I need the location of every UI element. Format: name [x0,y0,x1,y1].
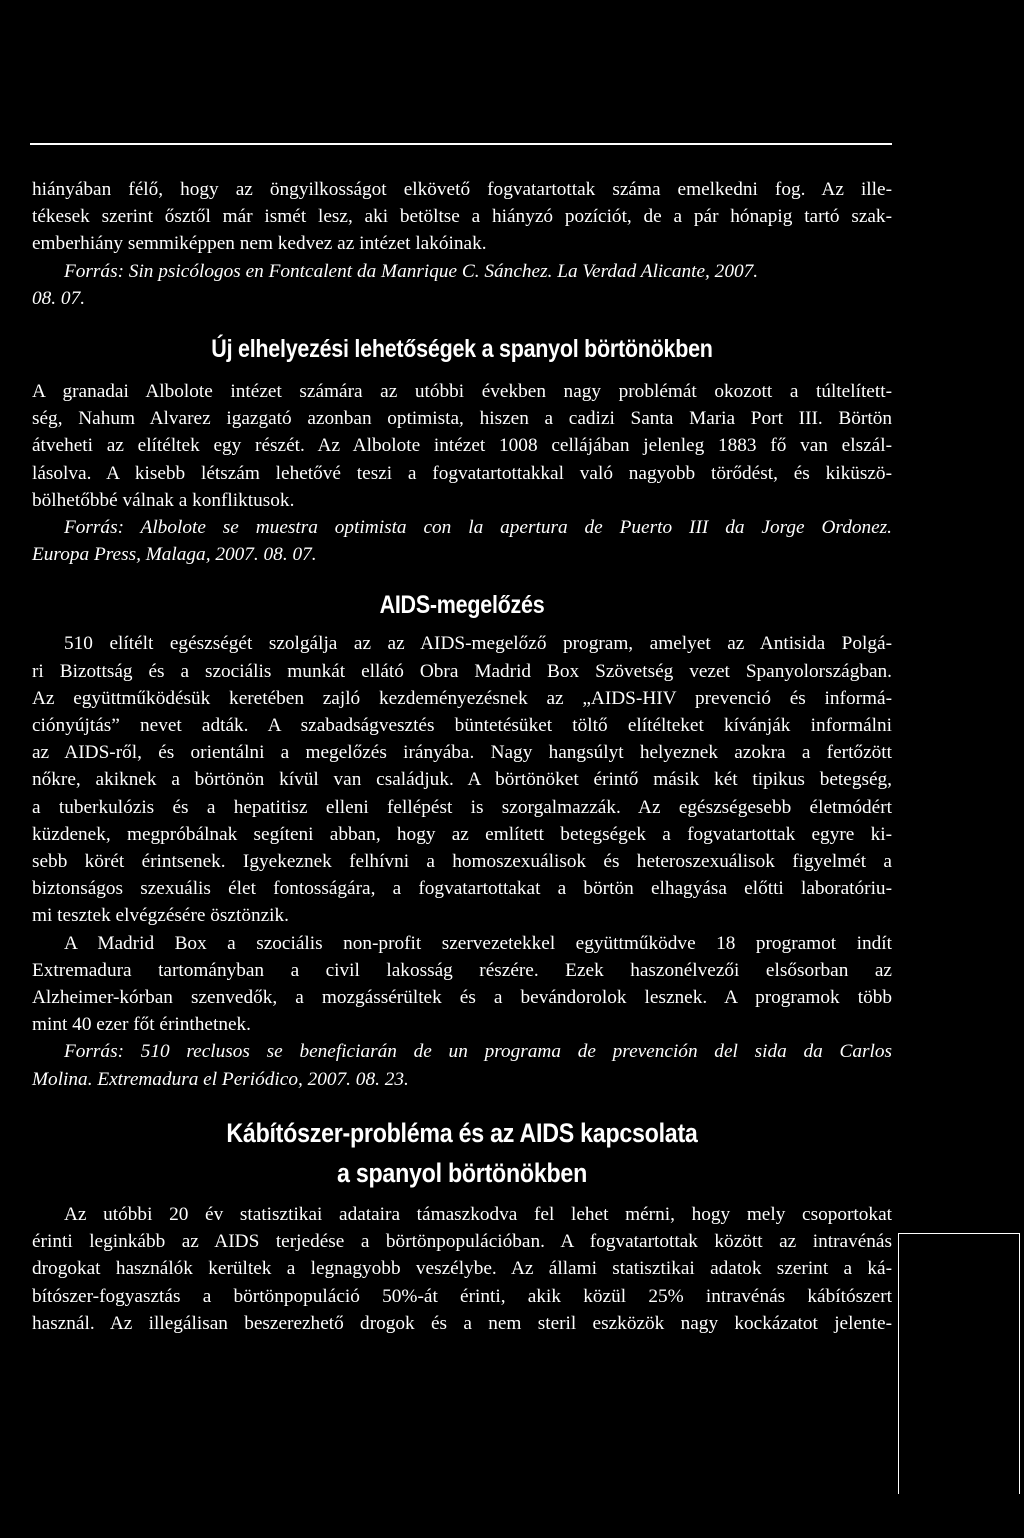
source-line: Molina. Extremadura el Periódico, 2007. 08. 23. [32,1068,409,1090]
text-line: a tuberkulózis és a hepatitisz elleni fellépést is szorgalmazzák. Az egészségesebb életmódért [32,796,892,818]
text-line: biztonságos szexuális élet fontosságára, a fogvatartottakat a börtön elhagyása előtti laboratóriu- [32,878,892,900]
intro-source [32,258,892,312]
page-content [32,176,892,1337]
top-rule [30,143,892,145]
section-heading-aids-prevention: AIDS-megelőzés [379,591,545,620]
text-line: mint 40 ezer főt érinthetnek. [32,1014,251,1036]
text-line: A granadai Albolote intézet számára az utóbbi években nagy problémát okozott a túltelített- [32,381,892,403]
text-line: küzdenek, megpróbálnak segíteni abban, hogy az említett betegségek a fogvatartottak egyre ki- [32,823,892,845]
section-heading-drug-aids [92,1113,832,1193]
source-line: Europa Press, Malaga, 2007. 08. 07. [32,544,317,566]
text-line: az AIDS-ről, és orientálni a megelőzés irányába. Nagy hangsúlyt helyeznek azokra a fertőzött [32,742,892,764]
section1-source [32,514,892,568]
heading-line: Kábítószer-probléma és az AIDS kapcsolata [226,1117,698,1148]
text-line: használ. Az illegálisan beszerezhető drogok és a nem steril eszközök nagy kockázatot jelente- [32,1312,892,1334]
text-line: átveheti az elítéltek egy részét. Az Albolote intézet 1008 cellájában jelenleg 1883 fő van elszál- [32,435,892,457]
text-line: bölhetőbbé válnak a konfliktusok. [32,489,295,511]
text-line: Alzheimer-kórban szenvedők, a mozgássérültek és a bevándorolok lesznek. A programok több [32,987,892,1009]
text-line: ciónyújtás” nevet adták. A szabadságvesztés büntetésüket töltő elítélteket kívánják informálni [32,715,892,737]
section3-paragraph [32,1201,892,1337]
text-line: 510 elítélt egészségét szolgálja az az AIDS-megelőző program, amelyet az Antisida Polgá- [64,633,892,655]
intro-paragraph [32,176,892,258]
section1-paragraph [32,378,892,514]
text-line: hiányában félő, hogy az öngyilkosságot elkövető fogvatartottak száma emelkedni fog. Az ille- [32,179,892,200]
text-line: lásolva. A kisebb létszám lehetővé teszi a fogvatartottakkal való nagyobb törődést, és kiküszö- [32,462,892,484]
text-line: emberhiány semmiképpen nem kedvez az intézet lakóinak. [32,233,487,255]
section2-paragraph-2 [32,930,892,1039]
source-line: Forrás: Sin psicólogos en Fontcalent da Manrique C. Sánchez. La Verdad Alicante, 2007. [64,260,759,282]
text-line: mi tesztek elvégzésére ösztönzik. [32,905,289,927]
source-line: 08. 07. [32,287,86,309]
text-line: ség, Nahum Alvarez igazgató azonban optimista, hiszen a cadizi Santa Maria Port III. Börtön [32,408,892,430]
heading-line: a spanyol börtönökben [336,1157,588,1188]
text-line: ri Bizottság és a szociális munkát ellátó Obra Madrid Box Szövetség vezet Spanyolországban. [32,660,892,682]
section2-source [32,1038,892,1092]
text-line: drogokat használók kerültek a legnagyobb veszélybe. Az állami statisztikai adatok szerint a ká- [32,1258,892,1280]
side-frame [898,1233,1020,1494]
text-line: érinti leginkább az AIDS terjedése a börtönpopulációban. A fogvatartottak között az intravénás [32,1231,892,1253]
text-line: tékesek szerint ősztől már ismét lesz, aki betöltse a hiányzó pozíciót, de a pár hónapig tartó szak- [32,206,892,228]
text-line: Az utóbbi 20 év statisztikai adataira támaszkodva fel lehet mérni, hogy mely csoportokat [64,1203,892,1225]
text-line: bítószer-fogyasztás a börtönpopuláció 50%-át érinti, akik közül 25% intravénás kábítószert [32,1285,892,1307]
text-line: Az együttműködésük keretében zajló kezdeményezésnek az „AIDS-HIV prevenció és informá- [32,687,892,709]
text-line: sebb körét érintsenek. Igyekeznek felhívni a homoszexuálisok és heteroszexuálisok figyelmét a [32,851,892,873]
text-line: A Madrid Box a szociális non-profit szervezetekkel együttműködve 18 programot indít [64,932,892,954]
source-line: Forrás: 510 reclusos se beneficiarán de un programa de prevención del sida da Carlos [64,1041,892,1063]
section-heading-new-placements: Új elhelyezési lehetőségek a spanyol börtönökben [211,335,713,364]
section2-paragraph-1 [32,630,892,929]
text-line: Extremadura tartományban a civil lakosság részére. Ezek haszonélvezői elsősorban az [32,959,892,981]
source-line: Forrás: Albolote se muestra optimista con la apertura de Puerto III da Jorge Ordonez. [64,517,892,539]
text-line: nőkre, akiknek a börtönön kívül van családjuk. A börtönöket érintő másik két tipikus betegség, [32,769,892,791]
